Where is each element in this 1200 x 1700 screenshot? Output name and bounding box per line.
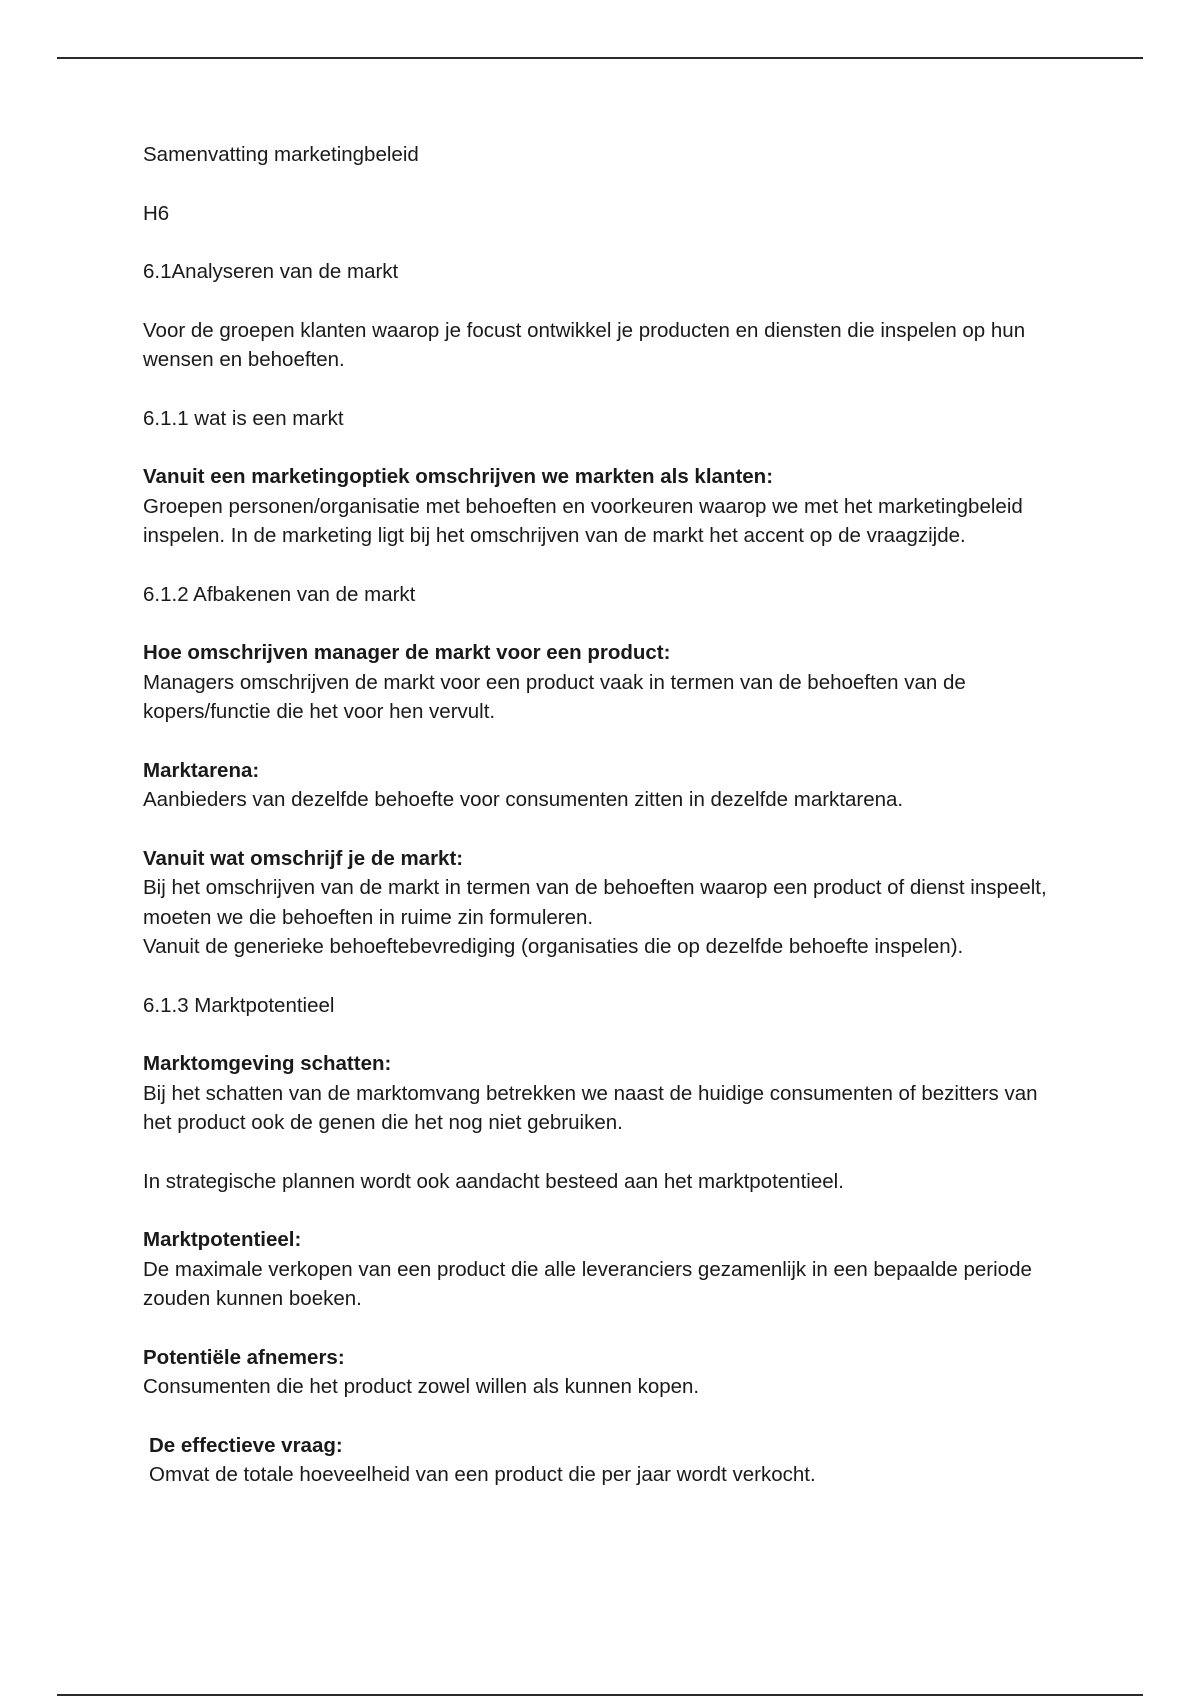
definition-text: Groepen personen/organisatie met behoeften en voorkeuren waarop we met het marketingbeleid inspelen. In de marketing ligt bij het omschrijven van de markt het accent op de vraagzijde. [143, 494, 1023, 547]
section-heading-6-1-2: 6.1.2 Afbakenen van de markt [143, 582, 416, 606]
header-rule [57, 57, 1143, 59]
section-heading-6-1-3: 6.1.3 Marktpotentieel [143, 993, 335, 1017]
definition-label: Vanuit wat omschrijf je de markt: [143, 846, 464, 870]
definition-text: De maximale verkopen van een product die alle leveranciers gezamenlijk in een bepaalde periode zouden kunnen boeken. [143, 1257, 1032, 1310]
definition-text: Consumenten die het product zowel willen als kunnen kopen. [143, 1375, 700, 1398]
definition-marktarena [143, 756, 1063, 815]
definition-text: Omvat de totale hoeveelheid van een product die per jaar wordt verkocht. [149, 1463, 816, 1486]
strategic-paragraph: In strategische plannen wordt ook aandacht besteed aan het marktpotentieel. [143, 1169, 844, 1193]
document-title: Samenvatting marketingbeleid [143, 143, 419, 166]
footer-rule [57, 1694, 1143, 1696]
definition-label: Vanuit een marketingoptiek omschrijven we markten als klanten: [143, 465, 774, 488]
definition-label: Marktomgeving schatten: [143, 1052, 392, 1075]
definition-marktomgeving [143, 1049, 1063, 1138]
definition-markt [143, 462, 1063, 551]
definition-afnemers [143, 1343, 1063, 1402]
definition-label: Marktarena: [143, 758, 260, 782]
document-body [143, 140, 1063, 1519]
definition-marktpotentieel [143, 1225, 1063, 1314]
definition-label: Potentiële afnemers: [143, 1345, 345, 1369]
chapter-heading: H6 [143, 201, 170, 225]
definition-text: Aanbieders van dezelfde behoefte voor consumenten zitten in dezelfde marktarena. [143, 788, 904, 811]
definition-label: Hoe omschrijven manager de markt voor een product: [143, 641, 671, 664]
section-heading-6-1-1: 6.1.1 wat is een markt [143, 406, 344, 430]
definition-effectieve-vraag [143, 1431, 1063, 1490]
intro-paragraph: Voor de groepen klanten waarop je focust ontwikkel je producten en diensten die inspelen op hun wensen en behoeften. [143, 318, 1026, 371]
definition-label: De effectieve vraag: [149, 1433, 343, 1457]
definition-text: Bij het omschrijven van de markt in termen van de behoeften waarop een product of dienst inspeelt, moeten we die behoeften in ruime zin formuleren. [143, 876, 1047, 929]
definition-text: Managers omschrijven de markt voor een product vaak in termen van de behoeften van de kopers/functie die het voor hen vervult. [143, 670, 966, 723]
definition-vanuit-wat [143, 844, 1063, 962]
definition-label: Marktpotentieel: [143, 1228, 302, 1251]
definition-text: Bij het schatten van de marktomvang betrekken we naast de huidige consumenten of bezitters van het product ook de genen die het nog niet gebruiken. [143, 1081, 1038, 1134]
definition-manager [143, 638, 1063, 727]
section-heading-6-1: 6.1Analyseren van de markt [143, 260, 399, 283]
definition-text-2: Vanuit de generieke behoeftebevrediging (organisaties die op dezelfde behoefte inspelen). [143, 935, 964, 958]
